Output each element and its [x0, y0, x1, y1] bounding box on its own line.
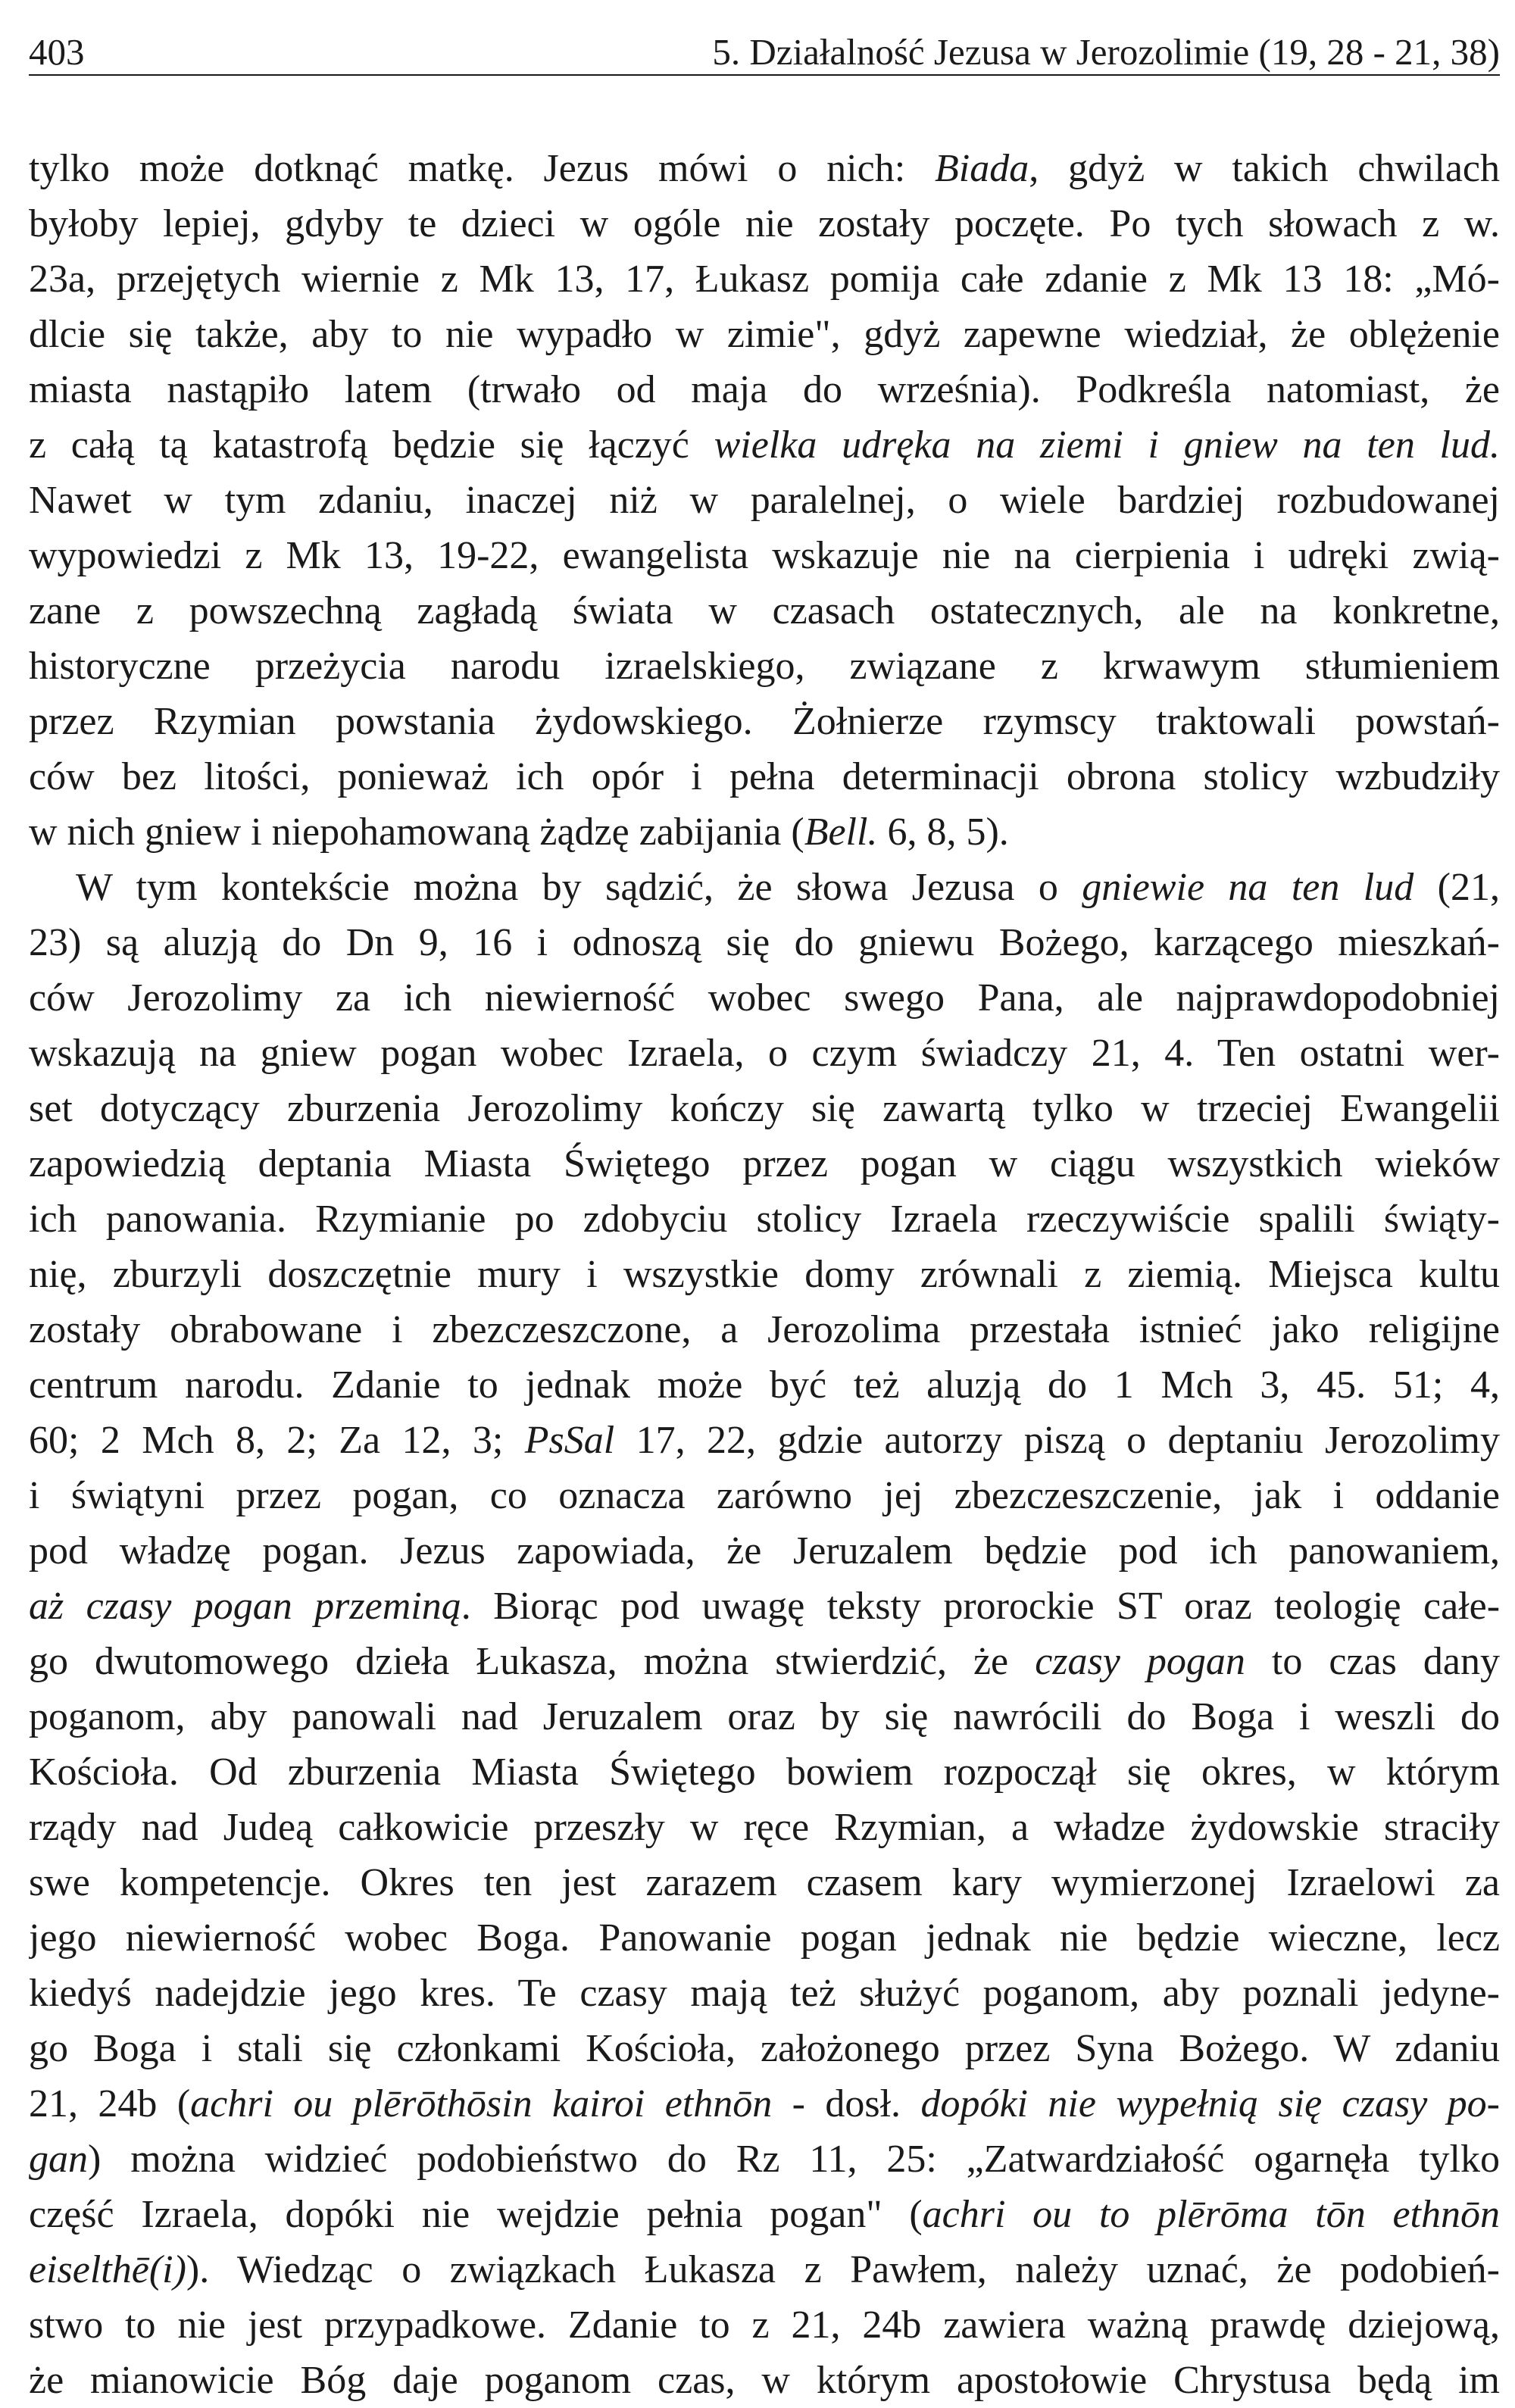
text-span: miasta nastąpiło latem (trwało od maja do września). Podkreśla natomiast, że: [29, 368, 1500, 411]
text-line: [29, 1910, 1500, 1966]
text-span: go dwutomowego dzieła Łukasza, można stwierdzić, że: [29, 1640, 1036, 1683]
text-line: [29, 2297, 1500, 2353]
text-span: 6, 8, 5).: [877, 810, 1009, 854]
text-span: poganom, aby panowali nad Jeruzalem oraz by się nawrócili do Boga i weszli do: [29, 1695, 1500, 1738]
text-span: wskazują na gniew pogan wobec Izraela, o czym świadczy 21, 4. Ten ostatni wer-: [29, 1032, 1500, 1075]
text-line: [29, 1634, 1500, 1689]
text-line: [29, 860, 1500, 915]
italic-text: czasy pogan: [1035, 1640, 1245, 1683]
italic-text: dopóki nie wypełnią się czasy po-: [920, 2082, 1500, 2125]
text-line: [29, 1855, 1500, 1910]
text-line: [29, 1579, 1500, 1634]
italic-text: eiselthē(i): [29, 2248, 186, 2291]
text-line: [29, 1081, 1500, 1136]
text-span: swe kompetencje. Okres ten jest zarazem czasem kary wymierzonej Izraelowi za: [29, 1861, 1500, 1904]
running-header: [29, 30, 1500, 76]
text-line: [29, 1800, 1500, 1855]
text-span: 21, 24b (: [29, 2082, 191, 2125]
text-line: [29, 1302, 1500, 1357]
italic-text: achri ou plērōthōsin kairoi ethnōn: [190, 2082, 773, 2125]
page-number: 403: [29, 31, 85, 73]
text-span: Kościoła. Od zburzenia Miasta Świętego bowiem rozpoczął się okres, w którym: [29, 1751, 1500, 1794]
text-span: ców bez litości, ponieważ ich opór i pełna determinacji obrona stolicy wzbudziły: [29, 755, 1500, 798]
italic-text: gniewie na ten lud: [1082, 866, 1414, 909]
text-span: W tym kontekście można by sądzić, że słowa Jezusa o: [76, 866, 1082, 909]
text-span: jego niewierność wobec Boga. Panowanie pogan jednak nie będzie wieczne, lecz: [29, 1916, 1500, 1960]
text-line: [29, 2132, 1500, 2187]
text-line: [29, 1966, 1500, 2021]
text-line: [29, 2021, 1500, 2076]
italic-text: aż czasy pogan przeminą: [29, 1585, 461, 1628]
text-span: zapowiedzią deptania Miasta Świętego przez pogan w ciągu wszystkich wieków: [29, 1142, 1500, 1185]
text-line: [29, 417, 1500, 473]
text-line: [29, 1468, 1500, 1523]
text-span: w nich gniew i niepohamowaną żądzę zabijania (: [29, 810, 804, 854]
text-span: byłoby lepiej, gdyby te dzieci w ogóle nie zostały poczęte. Po tych słowach z w.: [29, 202, 1500, 245]
body-text: [29, 141, 1500, 2408]
text-span: ców Jerozolimy za ich niewierność wobec swego Pana, ale najprawdopodobniej: [29, 976, 1500, 1020]
text-line: [29, 307, 1500, 362]
text-span: 23) są aluzją do Dn 9, 16 i odnoszą się do gniewu Bożego, karzącego mieszkań-: [29, 921, 1500, 964]
text-line: [29, 2076, 1500, 2132]
text-span: że mianowicie Bóg daje poganom czas, w którym apostołowie Chrystusa będą im: [29, 2359, 1500, 2402]
text-span: , gdyż w takich chwilach: [1029, 147, 1500, 190]
text-span: 60; 2 Mch 8, 2; Za 12, 3;: [29, 1419, 525, 1462]
text-line: [29, 1136, 1500, 1192]
text-line: [29, 1413, 1500, 1468]
text-line: [29, 528, 1500, 583]
text-line: [29, 2242, 1500, 2297]
text-line: [29, 362, 1500, 417]
text-span: . Biorąc pod uwagę teksty prorockie ST oraz teologię całe-: [461, 1585, 1500, 1628]
text-span: część Izraela, dopóki nie wejdzie pełnia pogan" (: [29, 2193, 923, 2236]
text-span: rządy nad Judeą całkowicie przeszły w ręce Rzymian, a władze żydowskie straciły: [29, 1806, 1500, 1849]
text-span: centrum narodu. Zdanie to jednak może być też aluzją do 1 Mch 3, 45. 51; 4,: [29, 1363, 1500, 1407]
text-span: nię, zburzyli doszczętnie mury i wszystkie domy zrównali z ziemią. Miejsca kultu: [29, 1253, 1500, 1296]
text-span: stwo to nie jest przypadkowe. Zdanie to z 21, 24b zawiera ważną prawdę dziejową,: [29, 2303, 1500, 2347]
text-line: [29, 2187, 1500, 2242]
text-line: [29, 1689, 1500, 1744]
text-span: ich panowania. Rzymianie po zdobyciu stolicy Izraela rzeczywiście spalili świąty-: [29, 1198, 1500, 1241]
book-page: [29, 30, 1500, 2402]
text-line: [29, 141, 1500, 196]
text-line: [29, 749, 1500, 804]
text-span: go Boga i stali się członkami Kościoła, założonego przez Syna Bożego. W zdaniu: [29, 2027, 1500, 2070]
text-span: 23a, przejętych wiernie z Mk 13, 17, Łukasz pomija całe zdanie z Mk 13 18: „Mó-: [29, 258, 1500, 301]
text-line: [29, 1192, 1500, 1247]
text-line: [29, 1026, 1500, 1081]
text-line: [29, 639, 1500, 694]
text-line: [29, 583, 1500, 639]
text-span: Nawet w tym zdaniu, inaczej niż w paralelnej, o wiele bardziej rozbudowanej: [29, 479, 1500, 522]
text-span: 17, 22, gdzie autorzy piszą o deptaniu Jerozolimy: [614, 1419, 1500, 1462]
text-line: [29, 196, 1500, 251]
text-span: set dotyczący zburzenia Jerozolimy kończy się zawartą tylko w trzeciej Ewangelii: [29, 1087, 1500, 1130]
italic-text: Biada: [935, 147, 1029, 190]
text-line: [29, 1744, 1500, 1800]
text-span: kiedyś nadejdzie jego kres. Te czasy mają też służyć poganom, aby poznali jedyne-: [29, 1972, 1500, 2015]
text-span: przez Rzymian powstania żydowskiego. Żołnierze rzymscy traktowali powstań-: [29, 700, 1500, 743]
text-line: [29, 915, 1500, 970]
text-line: [29, 2353, 1500, 2408]
italic-text: gan: [29, 2138, 88, 2181]
text-span: ) można widzieć podobieństwo do Rz 11, 25: „Zatwardziałość ogarnęła tylko: [88, 2138, 1500, 2181]
text-span: historyczne przeżycia narodu izraelskiego, związane z krwawym stłumieniem: [29, 645, 1500, 688]
text-span: dlcie się także, aby to nie wypadło w zimie", gdyż zapewne wiedział, że oblężenie: [29, 313, 1500, 356]
text-span: - dosł.: [772, 2082, 921, 2125]
text-span: zostały obrabowane i zbezczeszczone, a Jerozolima przestała istnieć jako religijne: [29, 1308, 1500, 1351]
text-span: zane z powszechną zagładą świata w czasach ostatecznych, ale na konkretne,: [29, 589, 1500, 632]
text-line: [29, 1523, 1500, 1579]
text-span: z całą tą katastrofą będzie się łączyć: [29, 423, 714, 467]
italic-text: PsSal: [524, 1419, 615, 1462]
text-span: pod władzę pogan. Jezus zapowiada, że Jeruzalem będzie pod ich panowaniem,: [29, 1529, 1500, 1573]
text-span: tylko może dotknąć matkę. Jezus mówi o nich:: [29, 147, 936, 190]
text-line: [29, 970, 1500, 1026]
text-line: [29, 694, 1500, 749]
text-line: [29, 473, 1500, 528]
italic-text: Bell.: [804, 810, 878, 854]
text-span: i świątyni przez pogan, co oznacza zarówno jej zbezczeszczenie, jak i oddanie: [29, 1474, 1500, 1517]
italic-text: achri ou to plērōma tōn ethnōn: [922, 2193, 1500, 2236]
text-span: ). Wiedząc o związkach Łukasza z Pawłem, należy uznać, że podobień-: [186, 2248, 1500, 2291]
text-line: [29, 1357, 1500, 1413]
text-line: [29, 804, 1500, 860]
text-line: [29, 1247, 1500, 1302]
running-title: 5. Działalność Jezusa w Jerozolimie (19, 28 - 21, 38): [712, 31, 1500, 73]
text-span: to czas dany: [1245, 1640, 1500, 1683]
text-line: [29, 251, 1500, 307]
text-span: wypowiedzi z Mk 13, 19-22, ewangelista wskazuje nie na cierpienia i udręki zwią-: [29, 534, 1500, 577]
text-span: (21,: [1413, 866, 1500, 909]
italic-text: wielka udręka na ziemi i gniew na ten lud.: [714, 423, 1500, 467]
